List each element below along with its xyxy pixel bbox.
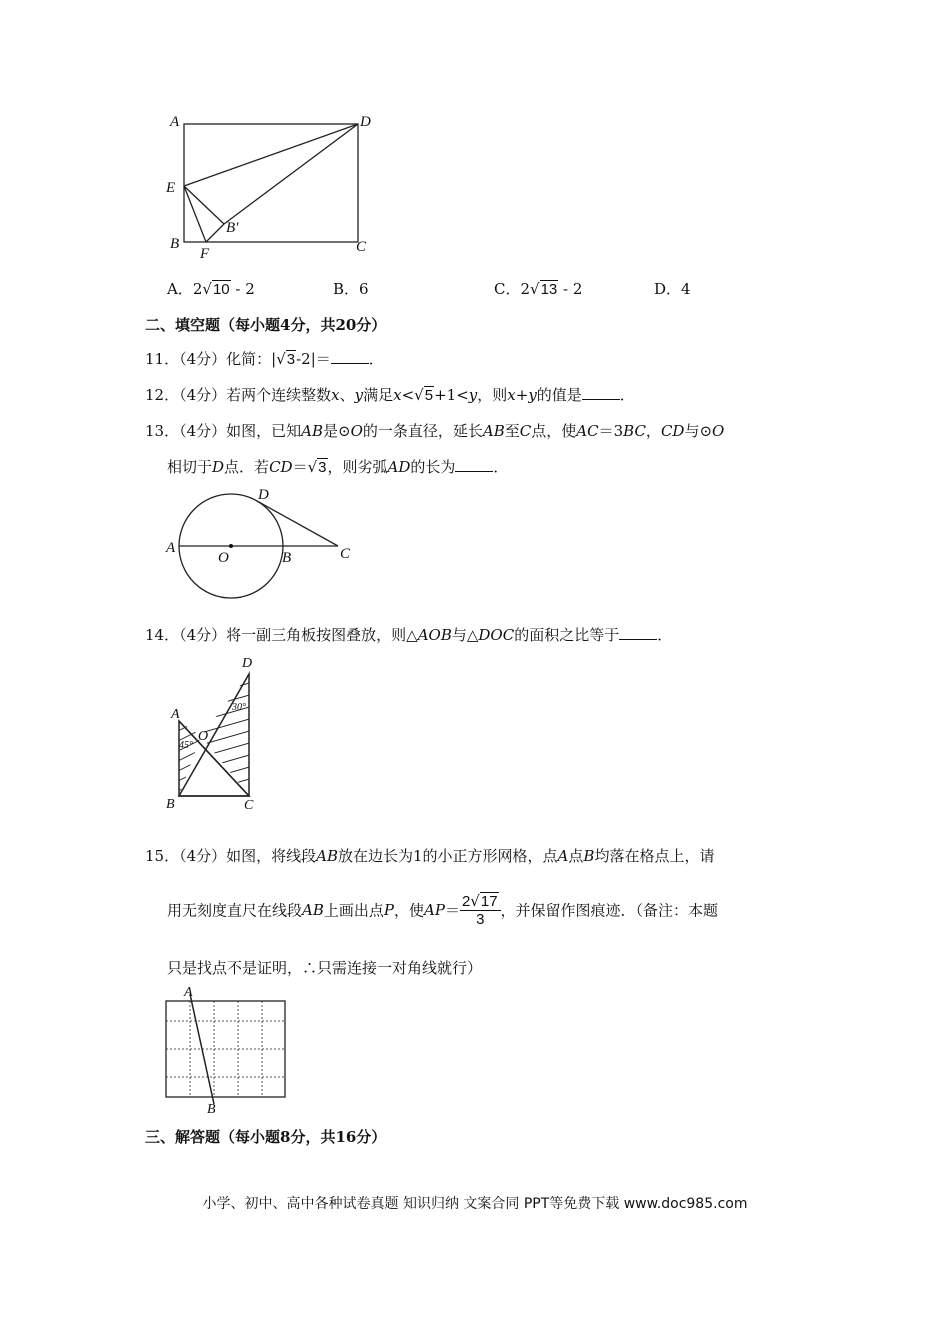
answer-blank-11[interactable] bbox=[331, 349, 369, 364]
question-12: 12．（4分）若两个连续整数x、y满足x<√5+1<y，则x+y的值是 ． bbox=[145, 386, 635, 404]
label-a: A bbox=[171, 707, 180, 722]
question-11: 11．（4分）化简：|√3-2|＝ ． bbox=[145, 350, 384, 368]
figure-q15-grid bbox=[158, 982, 293, 1117]
option-d[interactable]: D．4 bbox=[654, 280, 691, 298]
label-d: D bbox=[242, 656, 253, 671]
figure-q14-set-squares bbox=[160, 650, 270, 820]
question-13-line-1: 13．（4分）如图，已知AB是⊙O的一条直径，延长AB至C点，使AC＝3BC，CD与⊙O bbox=[145, 422, 725, 440]
center-point-o bbox=[229, 544, 233, 548]
segment-eb-prime bbox=[184, 186, 224, 224]
segment-db-prime bbox=[224, 124, 358, 224]
segment-fb-prime bbox=[206, 224, 224, 242]
question-15-line-3: 只是找点不是证明，∴只需连接一对角线就行） bbox=[167, 959, 483, 977]
question-13-line-2: 相切于D点．若CD＝√3，则劣弧AD的长为 ． bbox=[167, 458, 509, 476]
label-a: A bbox=[184, 985, 193, 1000]
section-2-heading: 二、填空题（每小题4分，共20分） bbox=[145, 316, 387, 334]
segment-ed bbox=[184, 124, 358, 186]
label-30: 30° bbox=[232, 702, 246, 713]
label-c: C bbox=[340, 546, 351, 562]
answer-blank-14[interactable] bbox=[619, 625, 657, 640]
hatch-aob bbox=[160, 710, 220, 810]
question-15-line-1: 15．（4分）如图，将线段AB放在边长为1的小正方形网格，点A点B均落在格点上，请 bbox=[145, 847, 715, 865]
answer-blank-12[interactable] bbox=[582, 385, 620, 400]
answer-blank-13[interactable] bbox=[455, 457, 493, 472]
label-c: C bbox=[356, 239, 367, 255]
figure-q13-circle bbox=[160, 482, 360, 602]
label-b-prime: B′ bbox=[226, 220, 239, 236]
label-a: A bbox=[170, 114, 180, 130]
page-footer: 小学、初中、高中各种试卷真题 知识归纳 文案合同 PPT等免费下载 www.doc985.com bbox=[202, 1196, 748, 1212]
label-b: B bbox=[166, 797, 175, 812]
option-a[interactable]: A．2√10 - 2 bbox=[167, 280, 255, 298]
option-b[interactable]: B．6 bbox=[333, 280, 369, 298]
question-14: 14．（4分）将一副三角板按图叠放，则△AOB与△DOC的面积之比等于 ． bbox=[145, 626, 673, 644]
figure-q10-rectangle bbox=[160, 108, 390, 260]
option-c[interactable]: C．2√13 - 2 bbox=[494, 280, 583, 298]
label-a: A bbox=[166, 540, 176, 556]
fraction-ap: $\frac{2√17}{3}$ bbox=[460, 892, 501, 928]
label-45: 45° bbox=[179, 740, 193, 751]
section-3-heading: 三、解答题（每小题8分，共16分） bbox=[145, 1128, 387, 1146]
label-o: O bbox=[218, 550, 229, 566]
question-15-line-2: 用无刻度直尺在线段AB上画出点P，使AP＝ $\frac{2√17}{3}$ ，并保留作图痕迹．（备注：本题 bbox=[167, 892, 719, 928]
label-f: F bbox=[200, 246, 210, 260]
label-d: D bbox=[258, 487, 269, 503]
label-b: B bbox=[207, 1102, 216, 1117]
rect-abcd bbox=[184, 124, 358, 242]
label-c: C bbox=[244, 798, 254, 813]
label-b: B bbox=[170, 236, 180, 252]
segment-cd bbox=[257, 501, 338, 546]
label-d: D bbox=[360, 114, 371, 130]
label-o: O bbox=[198, 729, 209, 744]
label-b: B bbox=[282, 550, 292, 566]
label-e: E bbox=[166, 180, 176, 196]
segment-ef bbox=[184, 186, 206, 242]
grid-lines bbox=[166, 1001, 285, 1097]
